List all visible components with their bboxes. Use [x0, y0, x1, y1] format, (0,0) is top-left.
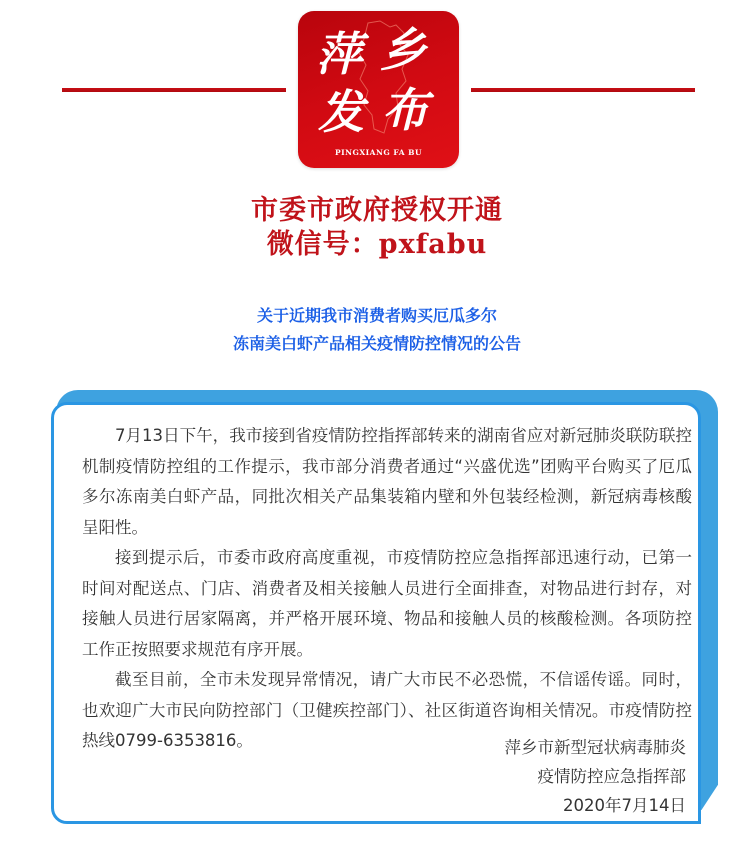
- article-body: [82, 421, 692, 757]
- signature-org-line2: 疫情防控应急指挥部: [537, 767, 686, 786]
- signature-block: [505, 733, 687, 820]
- logo-char-xiang: 乡: [380, 23, 426, 77]
- paragraph-3: 截至目前，全市未发现异常情况，请广大市民不必恐慌，不信谣传谣。同时，也欢迎广大市民向防控部门（卫健疾控部门）、社区街道咨询相关情况。市疫情防控热线0799-6353816。: [82, 670, 692, 750]
- logo-char-bu: 布: [382, 83, 428, 137]
- logo-char-ping: 萍: [316, 27, 362, 81]
- right-divider: [471, 88, 695, 92]
- article-title-line2: 冻南美白虾产品相关疫情防控情况的公告: [232, 334, 521, 353]
- article-title-line1: 关于近期我市消费者购买厄瓜多尔: [256, 306, 497, 325]
- left-divider: [62, 88, 286, 92]
- paragraph-2: 接到提示后，市委市政府高度重视，市疫情防控应急指挥部迅速行动，已第一时间对配送点、门店、消费者及相关接触人员进行全面排查，对物品进行封存，对接触人员进行居家隔离，并严格开展环境、物品和接触人员的核酸检测。各项防控工作正按照要求规范有序开展。: [82, 548, 692, 659]
- authorization-slogan: 市委市政府授权开通: [251, 195, 503, 226]
- pingxiang-fabu-logo: [298, 11, 459, 168]
- logo-pinyin: PINGXIANG FA BU: [334, 148, 423, 157]
- paragraph-1: 7月13日下午，我市接到省疫情防控指挥部转来的湖南省应对新冠肺炎联防联控机制疫情防控组的工作提示，我市部分消费者通过“兴盛优选”团购平台购买了厄瓜多尔冻南美白虾产品，同批次相关产品集装箱内壁和外包装经检测，新冠病毒核酸呈阳性。: [82, 426, 692, 537]
- logo-char-fa: 发: [318, 85, 364, 139]
- signature-date: 2020年7月14日: [563, 796, 686, 815]
- signature-org-line1: 萍乡市新型冠状病毒肺炎: [504, 738, 686, 757]
- wechat-id: 微信号：pxfabu: [266, 229, 488, 260]
- header-banner: [0, 0, 754, 280]
